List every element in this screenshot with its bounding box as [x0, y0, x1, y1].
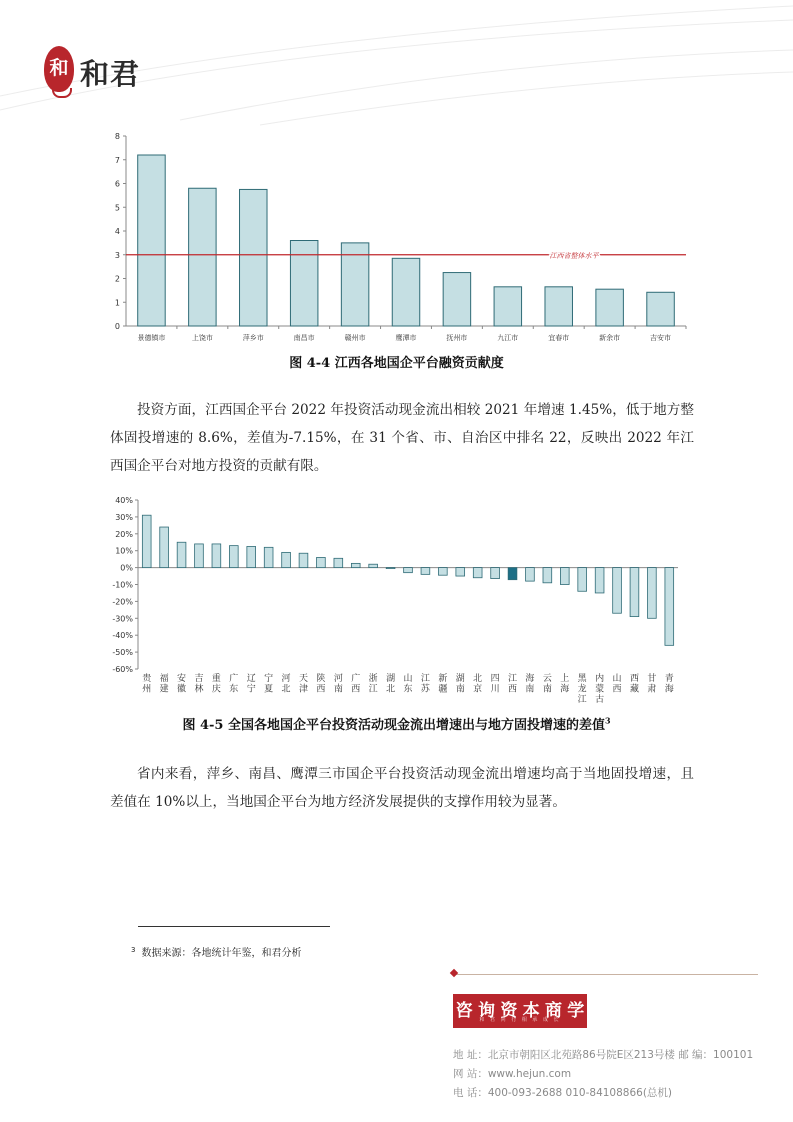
y-tick-label: 30% — [115, 512, 133, 522]
figure-4-5-caption-text: 图 4-5 全国各地国企平台投资活动现金流出增速出与地方固投增速的差值 — [182, 718, 605, 733]
bar-陕西 — [317, 557, 326, 567]
bar-湖北 — [386, 568, 395, 569]
figure-4-4-caption: 图 4-4 江西各地国企平台融资贡献度 — [289, 356, 504, 371]
bar-青海 — [665, 568, 674, 646]
bar-江苏 — [421, 568, 430, 575]
y-tick-label: 20% — [115, 529, 133, 539]
footnote-text: 数据来源：各地统计年鉴，和君分析 — [141, 948, 302, 959]
y-tick-label: 8 — [114, 132, 120, 141]
slogan-char: 咨 — [455, 1001, 473, 1021]
x-tick-label: 北京 — [473, 674, 483, 695]
x-tick-label: 上海 — [560, 674, 570, 695]
x-tick-label: 重庆 — [211, 674, 221, 695]
y-tick-label: 4 — [114, 227, 120, 236]
x-tick-label: 赣州市 — [344, 334, 366, 342]
footer-phone: 电 话：400-093-2688 010-84108866(总机) — [453, 1087, 673, 1099]
bar-天津 — [299, 553, 308, 567]
bar-湖南 — [456, 568, 465, 576]
y-tick-label: 5 — [114, 203, 120, 213]
bar-河北 — [282, 552, 291, 567]
figure-4-5-caption — [0, 714, 793, 733]
slogan-char: 本 — [522, 1001, 540, 1021]
x-tick-label: 天津 — [298, 674, 308, 695]
x-tick-label: 抚州市 — [446, 334, 468, 342]
bar-贵州 — [142, 515, 151, 567]
x-tick-label: 吉安市 — [650, 334, 672, 342]
footnote-divider — [138, 926, 330, 927]
bar-云南 — [543, 568, 552, 583]
bar-北京 — [473, 568, 482, 578]
x-tick-label: 黑龙江 — [577, 674, 587, 705]
x-tick-label: 上饶市 — [191, 334, 213, 342]
y-tick-label: -60% — [112, 665, 133, 674]
x-tick-label: 南昌市 — [293, 334, 315, 342]
bar-辽宁 — [247, 546, 256, 567]
x-tick-label: 九江市 — [497, 334, 519, 342]
bar-黑龙江 — [578, 568, 587, 592]
x-tick-label: 西藏 — [629, 674, 639, 695]
x-tick-label: 海南 — [525, 674, 535, 695]
y-tick-label: -50% — [112, 648, 133, 658]
footer-divider — [453, 974, 758, 975]
bar-新疆 — [438, 568, 447, 576]
paragraph-province: 省内来看，萍乡、南昌、鹰潭三市国企平台投资活动现金流出增速均高于当地固投增速，且差值在 10%以上，当地国企平台为地方经济发展提供的支撑作用较为显著。 — [110, 766, 694, 810]
paragraph-investment: 投资方面，江西国企平台 2022 年投资活动现金流出相较 2021 年增速 1.45%，低于地方整体固投增速的 8.6%，差值为-7.15%，在 31 个省、市、自治区中排名 22，反映出 2022 年江西国企平台对地方投资的贡献有限。 — [110, 402, 694, 474]
x-tick-label: 新余市 — [599, 334, 621, 342]
y-tick-label: 40% — [115, 496, 133, 505]
footer-slogan-banner — [453, 994, 587, 1028]
slogan-char: 商 — [544, 1001, 562, 1021]
bar-上海 — [560, 568, 569, 585]
slogan-char: 学 — [567, 1001, 585, 1021]
reference-line-label: 江西省整体水平 — [549, 251, 599, 260]
y-tick-label: 0 — [114, 322, 120, 331]
x-tick-label: 新疆 — [438, 674, 448, 695]
bar-浙江 — [369, 564, 378, 567]
bar-山西 — [613, 568, 622, 614]
x-tick-label: 四川 — [490, 674, 500, 695]
x-tick-label: 湖南 — [455, 674, 465, 695]
bar-西藏 — [630, 568, 639, 617]
bar-宁夏 — [264, 547, 273, 567]
bar-甘肃 — [648, 568, 657, 619]
bar-安徽 — [177, 542, 186, 567]
x-tick-label: 吉林 — [194, 674, 204, 695]
footer-address: 地 址：北京市朝阳区北苑路86号院E区213号楼 邮 编：100101 — [453, 1049, 754, 1061]
y-tick-label: 1 — [114, 298, 120, 308]
x-tick-label: 河北 — [281, 674, 291, 695]
bar-河南 — [334, 558, 343, 567]
x-tick-label: 浙江 — [368, 674, 378, 695]
x-tick-label: 贵州 — [142, 674, 152, 695]
footnote-mark: 3 — [131, 945, 136, 954]
y-tick-label: 2 — [114, 274, 120, 284]
x-tick-label: 广东 — [229, 674, 239, 695]
x-tick-label: 甘肃 — [647, 674, 657, 695]
y-tick-label: 0% — [120, 563, 133, 573]
bar-吉林 — [195, 544, 204, 568]
x-tick-label: 山东 — [403, 674, 413, 695]
bar-海南 — [526, 568, 535, 582]
y-tick-label: -40% — [112, 631, 133, 641]
x-tick-label: 陕西 — [316, 674, 326, 695]
bar-四川 — [491, 568, 500, 579]
bar-重庆 — [212, 544, 221, 568]
x-tick-label: 河南 — [333, 674, 343, 695]
bar-福建 — [160, 527, 169, 568]
bar-内蒙古 — [595, 568, 604, 593]
x-tick-label: 鹰潭市 — [395, 334, 417, 342]
x-tick-label: 云南 — [542, 674, 552, 695]
y-tick-label: 7 — [114, 155, 120, 165]
slogan-char: 资 — [500, 1001, 518, 1021]
x-tick-label: 江苏 — [420, 674, 430, 695]
footer-website[interactable]: 网 站：www.hejun.com — [453, 1068, 572, 1080]
footer-diamond-icon — [450, 969, 458, 977]
x-tick-label: 萍乡市 — [242, 334, 264, 342]
footnote-ref: 3 — [604, 715, 611, 726]
y-tick-label: -10% — [112, 580, 133, 590]
bar-江西 — [508, 568, 517, 580]
bar-山东 — [404, 568, 413, 573]
y-tick-label: 3 — [114, 250, 120, 260]
x-tick-label: 江西 — [508, 674, 518, 695]
y-tick-label: -20% — [112, 597, 133, 607]
x-tick-label: 宜春市 — [548, 334, 570, 342]
x-tick-label: 辽宁 — [246, 674, 256, 695]
x-tick-label: 内蒙古 — [595, 674, 605, 705]
bar-广西 — [351, 563, 360, 567]
x-tick-label: 湖北 — [386, 674, 396, 695]
x-tick-label: 宁夏 — [264, 674, 274, 695]
logo-text: 和君 — [80, 57, 141, 91]
x-tick-label: 青海 — [664, 674, 674, 695]
x-tick-label: 山西 — [612, 674, 622, 695]
logo-seal: 和 — [44, 46, 74, 92]
x-tick-label: 广西 — [351, 674, 361, 695]
slogan-subtext: 和 君 同 行 相 承 成 长 — [479, 1017, 561, 1023]
bar-广东 — [229, 546, 238, 568]
slogan-char: 询 — [477, 1001, 495, 1021]
y-tick-label: 6 — [114, 179, 120, 189]
x-tick-label: 福建 — [159, 674, 169, 695]
y-tick-label: -30% — [112, 614, 133, 624]
x-tick-label: 安徽 — [177, 674, 187, 695]
x-tick-label: 景德镇市 — [137, 334, 166, 342]
y-tick-label: 10% — [115, 546, 133, 556]
footnote — [131, 944, 301, 959]
